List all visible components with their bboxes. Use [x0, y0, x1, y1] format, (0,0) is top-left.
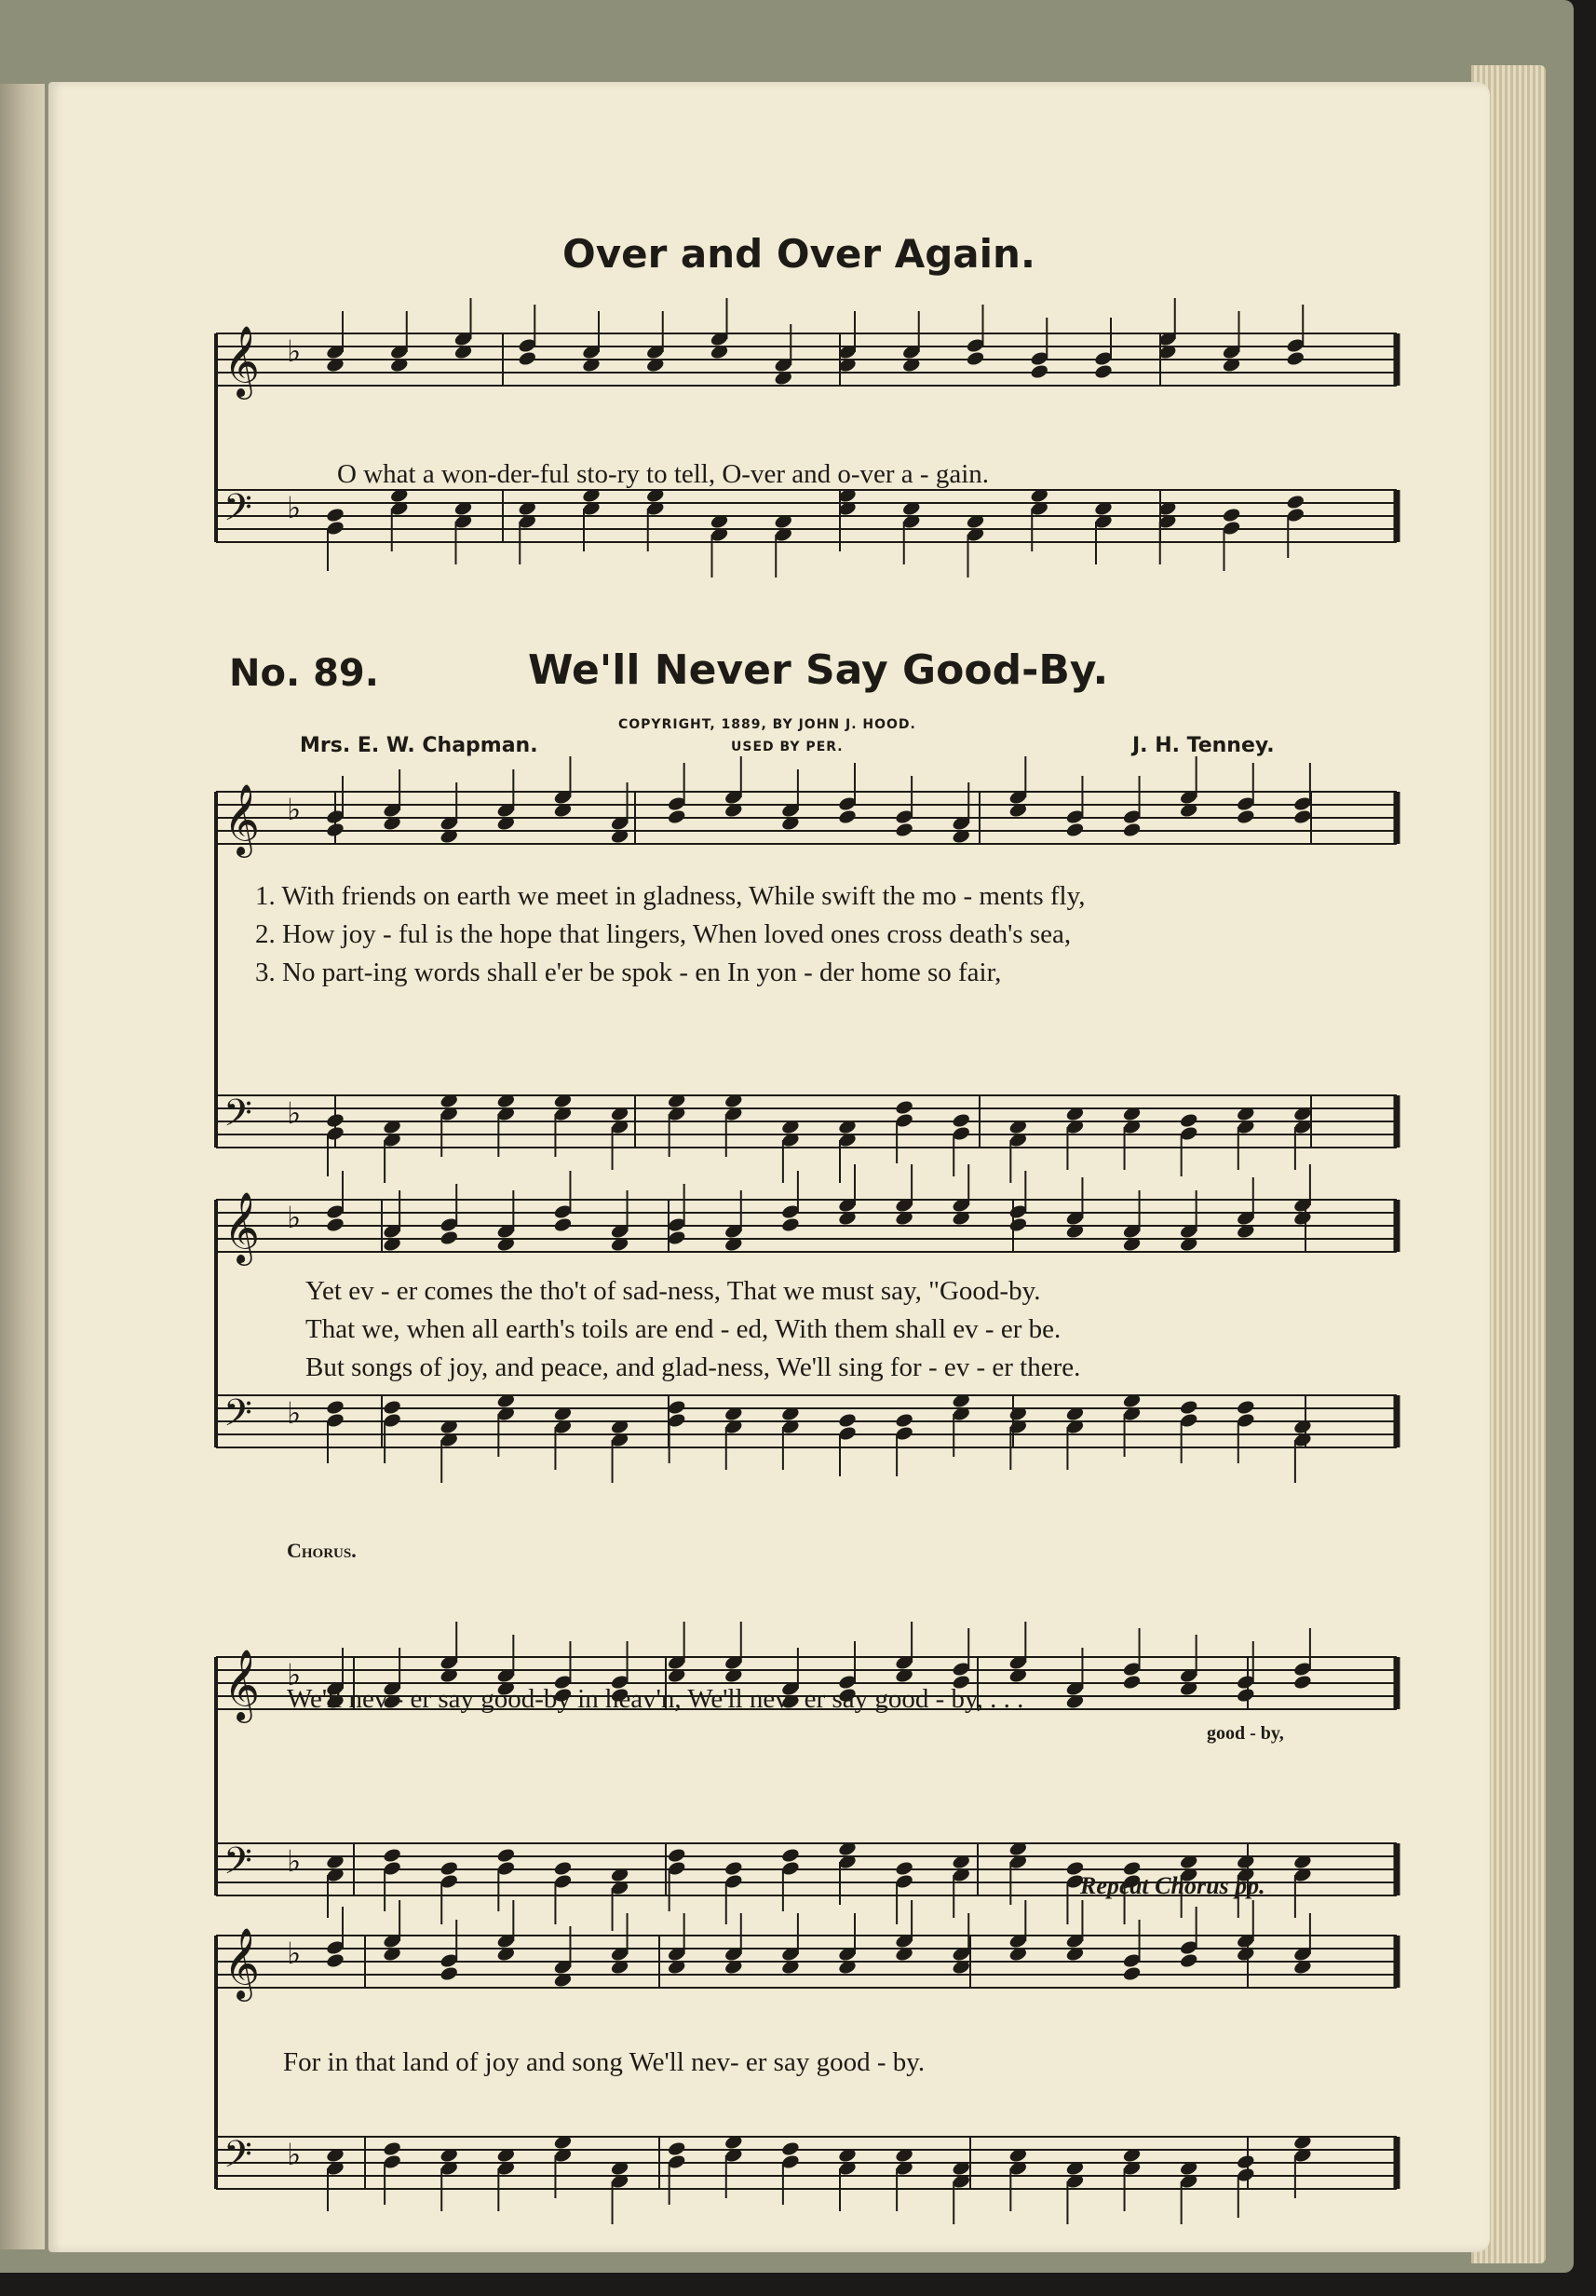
note-head: [895, 1860, 914, 1877]
treble-clef-icon: 𝄞: [223, 783, 261, 855]
flat-icon: ♭: [287, 1843, 302, 1879]
note-head: [895, 822, 914, 838]
note-head: [383, 1399, 402, 1416]
flat-icon: ♭: [287, 333, 302, 369]
note-head: [667, 2140, 686, 2157]
note-head: [496, 1847, 516, 1864]
verse-2-line-b: That we, when all earth's toils are end - ed, With them shall ev - er be.: [305, 1314, 1062, 1344]
note-head: [325, 1216, 345, 1233]
note-head: [780, 2140, 800, 2157]
verse-3-line-a: 3. No part-ing words shall e'er be spok - en In yon - der home so fair,: [255, 958, 1002, 987]
note-head: [1179, 1952, 1198, 1969]
note-head: [1030, 363, 1049, 380]
note-head: [1179, 1399, 1198, 1416]
flat-icon: ♭: [287, 792, 302, 827]
note-head: [1236, 1687, 1255, 1704]
bass-clef-icon: 𝄢: [223, 486, 252, 538]
note-head: [780, 1847, 800, 1864]
note-head: [1292, 1674, 1312, 1691]
treble-clef-icon: 𝄞: [223, 1927, 261, 1999]
previous-hymn-title: Over and Over Again.: [562, 231, 1035, 277]
bass-clef-icon: 𝄢: [223, 1392, 252, 1444]
note-head: [952, 1112, 971, 1129]
note-head: [518, 350, 537, 367]
flat-icon: ♭: [287, 1095, 302, 1131]
note-head: [837, 808, 857, 825]
note-head: [724, 1860, 743, 1877]
note-head: [966, 350, 985, 367]
verse-1-line-a: 1. With friends on earth we meet in gladness, While swift the mo - ments fly,: [255, 881, 1086, 911]
music-system-1: [214, 326, 1415, 550]
note-head: [1093, 363, 1113, 380]
book-spine: [0, 84, 45, 2249]
note-head: [1286, 494, 1305, 510]
flat-icon: ♭: [287, 2137, 302, 2172]
note-head: [1065, 822, 1085, 838]
permission-notice: USED BY PER.: [731, 740, 844, 754]
note-head: [440, 1860, 459, 1877]
note-head: [1122, 1674, 1142, 1691]
hymn-title: We'll Never Say Good-By.: [528, 646, 1109, 694]
verse-3-line-b: But songs of joy, and peace, and glad-ness, We'll sing for - ev - er there.: [305, 1352, 1081, 1382]
note-head: [837, 1412, 857, 1429]
chorus-lyric-line-1: We'll nev - er say good-by in heav'n, We'll nev- er say good - by, . . .: [287, 1684, 1024, 1714]
lyricist-credit: Mrs. E. W. Chapman.: [300, 734, 538, 757]
note-head: [895, 1099, 914, 1116]
note-head: [440, 1230, 459, 1246]
note-head: [553, 1860, 573, 1877]
note-head: [1222, 507, 1241, 523]
note-head: [1286, 350, 1305, 367]
note-head: [895, 1412, 914, 1429]
note-head: [553, 1216, 573, 1233]
music-system-3: [214, 1162, 1415, 1610]
previous-hymn-lyric: O what a won-der-ful sto-ry to tell, O-ver and o-ver a - gain.: [337, 459, 990, 489]
note-head: [1122, 822, 1142, 838]
note-head: [667, 1230, 686, 1246]
note-head: [325, 1399, 345, 1416]
chorus-alternate-lyric: good - by,: [1207, 1723, 1284, 1744]
verse-1-line-b: Yet ev - er comes the tho't of sad-ness, That we must say, "Good-by.: [305, 1276, 1041, 1306]
flat-icon: ♭: [287, 1200, 302, 1235]
note-head: [440, 1965, 459, 1982]
note-head: [667, 808, 686, 825]
flat-icon: ♭: [287, 1657, 302, 1692]
verse-2-line-a: 2. How joy - ful is the hope that lingers, When loved ones cross death's sea,: [255, 919, 1072, 949]
note-head: [1008, 1216, 1028, 1233]
note-head: [1236, 2153, 1255, 2170]
flat-icon: ♭: [287, 1936, 302, 1971]
note-head: [667, 1399, 686, 1416]
treble-clef-icon: 𝄞: [223, 1649, 261, 1720]
note-head: [780, 1216, 800, 1233]
note-head: [667, 1847, 686, 1864]
hymn-number: No. 89.: [229, 652, 379, 695]
chorus-label: Chorus.: [287, 1539, 357, 1562]
note-head: [1179, 1112, 1198, 1129]
copyright-notice: COPYRIGHT, 1889, BY JOHN J. HOOD.: [618, 717, 916, 732]
repeat-instruction: Repeat Chorus pp.: [1080, 1872, 1265, 1899]
hymnal-page: [48, 82, 1490, 2252]
note-head: [383, 2140, 402, 2157]
bass-clef-icon: 𝄢: [223, 2133, 252, 2185]
treble-clef-icon: 𝄞: [223, 325, 261, 397]
note-head: [1236, 808, 1255, 825]
note-head: [325, 507, 345, 523]
chorus-lyric-line-2: For in that land of joy and song We'll nev- er say good - by.: [283, 2047, 926, 2077]
flat-icon: ♭: [287, 490, 302, 525]
note-head: [325, 1952, 345, 1969]
note-head: [1292, 808, 1312, 825]
note-head: [383, 1847, 402, 1864]
composer-credit: J. H. Tenney.: [1132, 734, 1275, 757]
treble-clef-icon: 𝄞: [223, 1191, 261, 1263]
bass-clef-icon: 𝄢: [223, 1092, 252, 1144]
note-head: [1122, 1965, 1142, 1982]
bass-clef-icon: 𝄢: [223, 1840, 252, 1892]
flat-icon: ♭: [287, 1395, 302, 1431]
note-head: [1236, 1399, 1255, 1416]
